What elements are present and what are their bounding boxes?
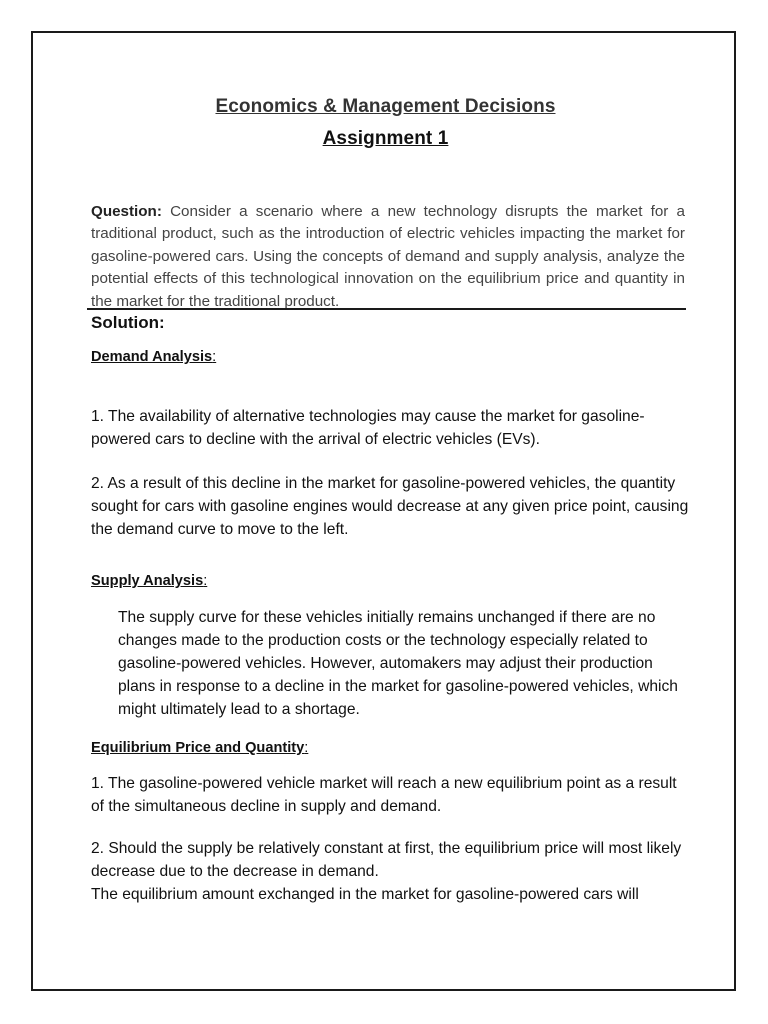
- supply-heading-colon: :: [203, 573, 208, 589]
- equilibrium-point-1: 1. The gasoline-powered vehicle market will reach a new equilibrium point as a result of the simultaneous decline in supply and demand.: [91, 775, 677, 815]
- question-label: Question:: [91, 203, 162, 220]
- supply-paragraph: The supply curve for these vehicles initially remains unchanged if there are no changes made to the production costs or the technology especially related to gasoline-powered vehicles. However, automakers may adjust their production plans in response to a decline in the market for gasoline-powered vehicles, which might ultimately lead to a shortage.: [118, 609, 678, 718]
- demand-heading-text: Demand Analysis: [91, 349, 213, 365]
- demand-heading-colon: :: [212, 349, 217, 365]
- document-subtitle: Assignment 1: [322, 128, 449, 149]
- document-title: Economics & Management Decisions: [215, 96, 556, 117]
- demand-analysis-heading: [91, 349, 216, 365]
- question-text: Consider a scenario where a new technology disrupts the market for a traditional product, such as the introduction of electric vehicles impacting the market for gasoline-powered cars. Using the concepts of demand and supply analysis, analyze the potential effects of this technological innovation on the equilibrium price and quantity in the market for the traditional product.: [91, 203, 685, 310]
- equilibrium-point-2: 2. Should the supply be relatively constant at first, the equilibrium price will most likely decrease due to the decrease in demand.: [91, 840, 682, 880]
- question-divider: [87, 308, 686, 310]
- supply-heading-text: Supply Analysis: [91, 573, 204, 589]
- demand-point-1: 1. The availability of alternative technologies may cause the market for gasoline-powered cars to decline with the arrival of electric vehicles (EVs).: [91, 408, 645, 448]
- equilibrium-heading-text: Equilibrium Price and Quantity: [91, 740, 305, 756]
- solution-heading: Solution:: [91, 313, 165, 332]
- document-page: [31, 31, 736, 991]
- equilibrium-heading: [91, 740, 308, 756]
- demand-point-2: 2. As a result of this decline in the market for gasoline-powered vehicles, the quantity sought for cars with gasoline engines would decrease at any given price point, causing the demand curve to move to the left.: [91, 475, 689, 538]
- supply-analysis-heading: [91, 573, 207, 589]
- question-paragraph: [91, 201, 685, 313]
- equilibrium-heading-colon: :: [304, 740, 309, 756]
- equilibrium-point-3: The equilibrium amount exchanged in the market for gasoline-powered cars will: [91, 886, 639, 903]
